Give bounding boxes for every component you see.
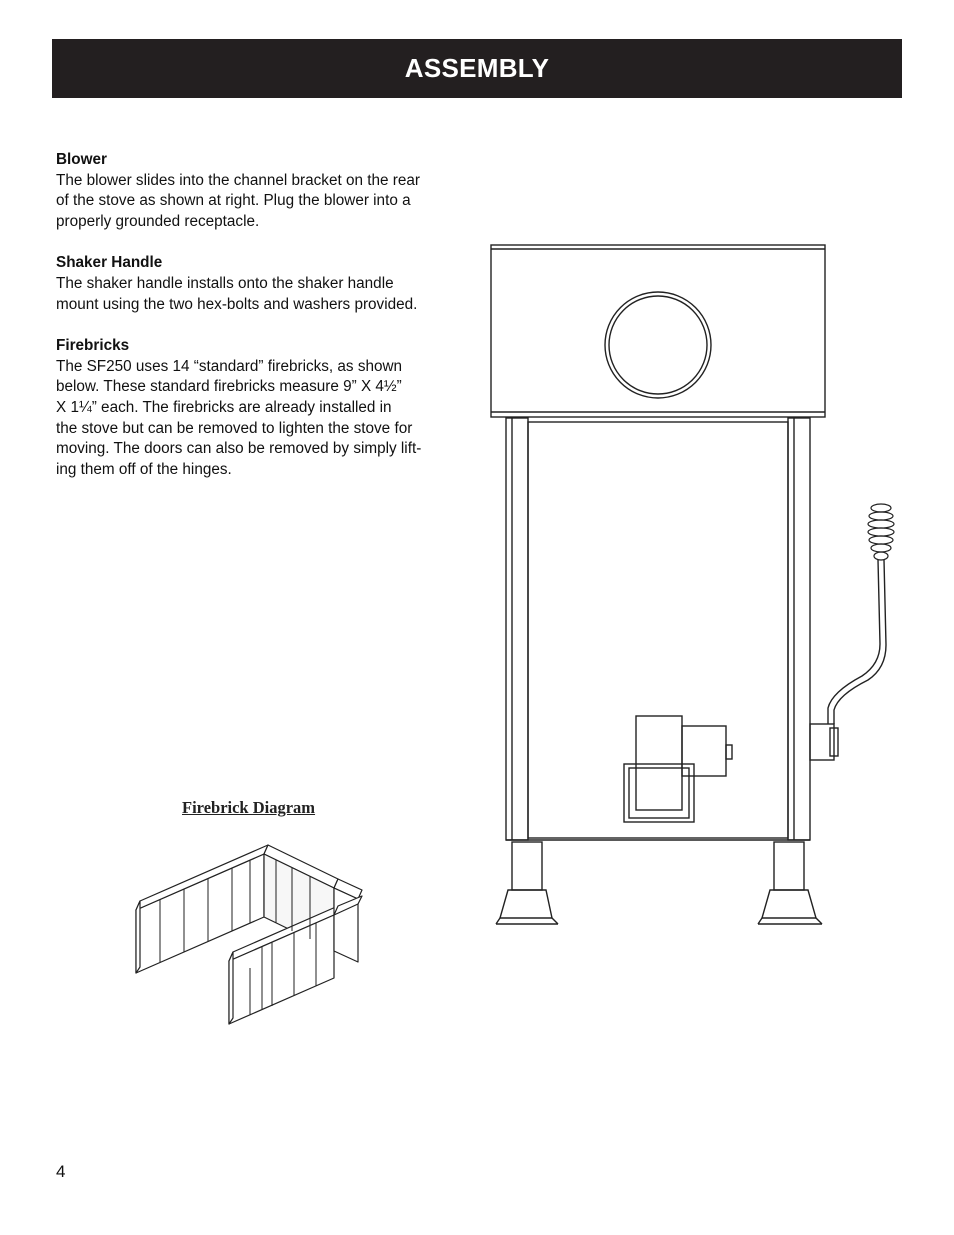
- stove-rear-view-image: [488, 240, 900, 930]
- section-shaker-handle: [56, 253, 471, 315]
- section-heading: Shaker Handle: [56, 254, 163, 272]
- body-line: The shaker handle installs onto the shaker handle: [56, 274, 394, 292]
- header-bar: [52, 39, 902, 98]
- body-line: of the stove as shown at right. Plug the blower into a: [56, 192, 411, 210]
- body-line: The blower slides into the channel bracket on the rear: [56, 171, 420, 189]
- firebrick-diagram-image: [112, 828, 377, 1033]
- body-line: properly grounded receptacle.: [56, 212, 260, 230]
- section-body: [56, 357, 471, 481]
- section-firebricks: [56, 336, 471, 480]
- section-body: [56, 171, 471, 233]
- firebrick-diagram-caption: Firebrick Diagram: [182, 798, 316, 817]
- body-line: The SF250 uses 14 “standard” firebricks, as shown: [56, 357, 403, 375]
- instructions-column: [56, 150, 471, 501]
- body-line: mount using the two hex-bolts and washers provided.: [56, 295, 418, 313]
- body-line: moving. The doors can also be removed by simply lift-: [56, 440, 422, 458]
- body-line: ing them off of the hinges.: [56, 460, 232, 478]
- section-blower: [56, 150, 471, 232]
- page-number: 4: [56, 1162, 66, 1181]
- section-heading: Blower: [56, 151, 107, 168]
- body-line: the stove but can be removed to lighten the stove for: [56, 419, 413, 437]
- section-body: [56, 274, 471, 315]
- body-line: X 1¼” each. The firebricks are already installed in: [56, 398, 392, 416]
- body-line: below. These standard firebricks measure 9” X 4½”: [56, 378, 402, 396]
- page-title: ASSEMBLY: [404, 53, 550, 83]
- section-heading: Firebricks: [56, 337, 130, 355]
